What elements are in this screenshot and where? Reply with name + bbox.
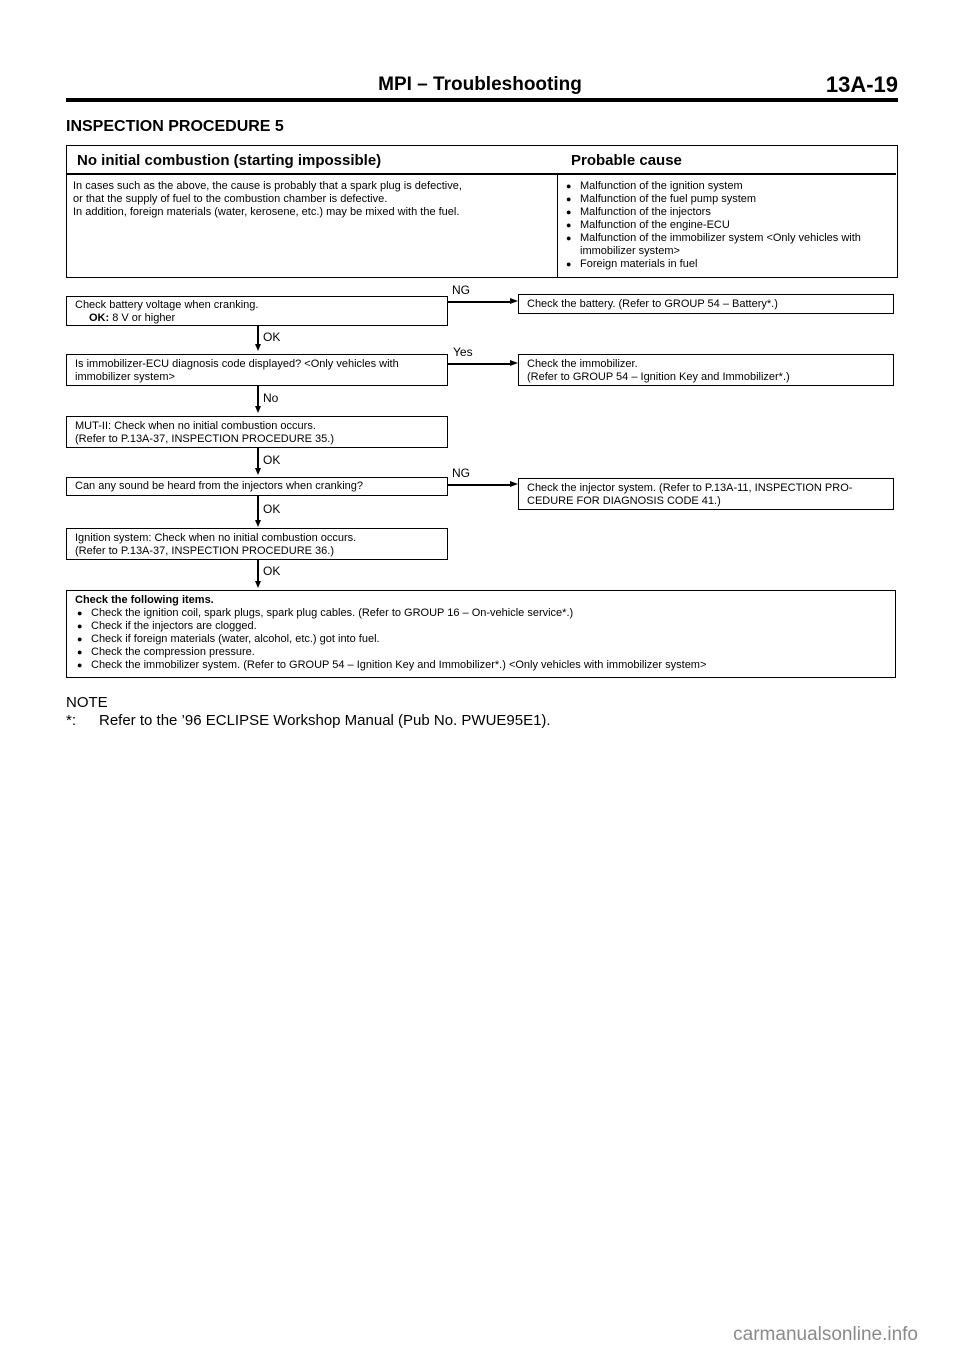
branch-label-ok: OK <box>263 564 281 578</box>
check-item: ● Check if foreign materials (water, alcohol, etc.) got into fuel. <box>75 633 887 646</box>
connector <box>257 496 259 520</box>
step-text: MUT-II: Check when no initial combustion occurs. <box>75 420 316 432</box>
result-check-injector-system <box>518 478 894 510</box>
step-battery-voltage <box>66 296 448 326</box>
branch-label-no: No <box>263 391 279 405</box>
final-checks-list <box>75 607 887 672</box>
note-text: Refer to the ’96 ECLIPSE Workshop Manual (Pub No. PWUE95E1). <box>99 712 551 729</box>
result-text: Check the immobilizer. <box>527 358 638 370</box>
step-text: Can any sound be heard from the injectors when cranking? <box>75 480 364 492</box>
connector <box>448 484 510 486</box>
arrow-right-icon <box>510 360 518 366</box>
page-number: 13A-19 <box>825 72 898 97</box>
final-checks-heading: Check the following items. <box>75 594 214 606</box>
connector <box>448 301 510 303</box>
step-text: immobilizer system> <box>75 371 175 383</box>
arrow-down-icon <box>255 344 261 351</box>
step-text: Is immobilizer-ECU diagnosis code displayed? <Only vehicles with <box>75 358 399 370</box>
step-ignition-system <box>66 528 448 560</box>
result-text: CEDURE FOR DIAGNOSIS CODE 41.) <box>527 495 721 507</box>
branch-label-ng: NG <box>452 466 470 480</box>
page-header-title: MPI – Troubleshooting <box>378 74 582 95</box>
step-immobilizer-code <box>66 354 448 386</box>
description-line: In addition, foreign materials (water, kerosene, etc.) may be mixed with the fuel. <box>73 206 460 218</box>
result-check-battery <box>518 294 894 314</box>
check-item: ● Check the immobilizer system. (Refer to GROUP 54 – Ignition Key and Immobilizer*.) <Only vehicles with immobilizer system> <box>75 659 887 672</box>
connector <box>257 386 259 406</box>
symptom-title: No initial combustion (starting impossible) <box>77 152 382 169</box>
step-mut-ii-check <box>66 416 448 448</box>
procedure-title: INSPECTION PROCEDURE 5 <box>66 118 284 135</box>
result-check-immobilizer <box>518 354 894 386</box>
result-text: Check the battery. (Refer to GROUP 54 – Battery*.) <box>527 298 778 310</box>
cause-item: ● Malfunction of the engine-ECU <box>564 219 894 232</box>
cause-item: ● Foreign materials in fuel <box>564 258 894 271</box>
arrow-right-icon <box>510 481 518 487</box>
step-text: (Refer to P.13A-37, INSPECTION PROCEDURE 35.) <box>75 433 334 445</box>
ok-criteria-label: OK: <box>89 312 110 324</box>
watermark: carmanualsonline.info <box>733 1324 918 1345</box>
branch-label-ng: NG <box>452 283 470 297</box>
probable-cause-list <box>564 180 894 271</box>
arrow-down-icon <box>255 406 261 413</box>
arrow-right-icon <box>510 298 518 304</box>
step-text: (Refer to P.13A-37, INSPECTION PROCEDURE 36.) <box>75 545 334 557</box>
cause-item: ● Malfunction of the fuel pump system <box>564 193 894 206</box>
symptom-description <box>73 180 553 219</box>
cause-item: ● Malfunction of the ignition system <box>564 180 894 193</box>
symptom-table <box>66 145 898 278</box>
note-heading: NOTE <box>66 694 108 711</box>
final-checks-box <box>66 590 896 678</box>
step-text: Ignition system: Check when no initial combustion occurs. <box>75 532 357 544</box>
arrow-down-icon <box>255 581 261 588</box>
arrow-down-icon <box>255 468 261 475</box>
branch-label-ok: OK <box>263 453 281 467</box>
arrow-down-icon <box>255 520 261 527</box>
cause-item: ● Malfunction of the injectors <box>564 206 894 219</box>
connector <box>257 560 259 582</box>
branch-label-ok: OK <box>263 502 281 516</box>
step-injector-sound <box>66 477 448 496</box>
probable-cause-heading: Probable cause <box>571 152 682 169</box>
description-line: In cases such as the above, the cause is probably that a spark plug is defective, <box>73 180 462 192</box>
check-item: ● Check the ignition coil, spark plugs, spark plug cables. (Refer to GROUP 16 – On-vehicle service*.) <box>75 607 887 620</box>
step-text: Check battery voltage when cranking. <box>75 299 259 311</box>
header-rule <box>66 98 898 102</box>
result-text: (Refer to GROUP 54 – Ignition Key and Immobilizer*.) <box>527 371 790 383</box>
ok-criteria-value: 8 V or higher <box>112 312 176 324</box>
check-item: ● Check the compression pressure. <box>75 646 887 659</box>
branch-label-yes: Yes <box>453 345 473 359</box>
connector <box>257 326 259 344</box>
branch-label-ok: OK <box>263 330 281 344</box>
description-line: or that the supply of fuel to the combustion chamber is defective. <box>73 193 388 205</box>
check-item: ● Check if the injectors are clogged. <box>75 620 887 633</box>
cause-item: ● Malfunction of the immobilizer system <Only vehicles with immobilizer system> <box>564 232 894 258</box>
table-header-rule <box>67 173 896 175</box>
connector <box>448 363 510 365</box>
note-marker: *: <box>66 712 77 729</box>
table-column-divider <box>557 173 558 277</box>
result-text: Check the injector system. (Refer to P.13A-11, INSPECTION PRO- <box>527 482 853 494</box>
connector <box>257 448 259 468</box>
